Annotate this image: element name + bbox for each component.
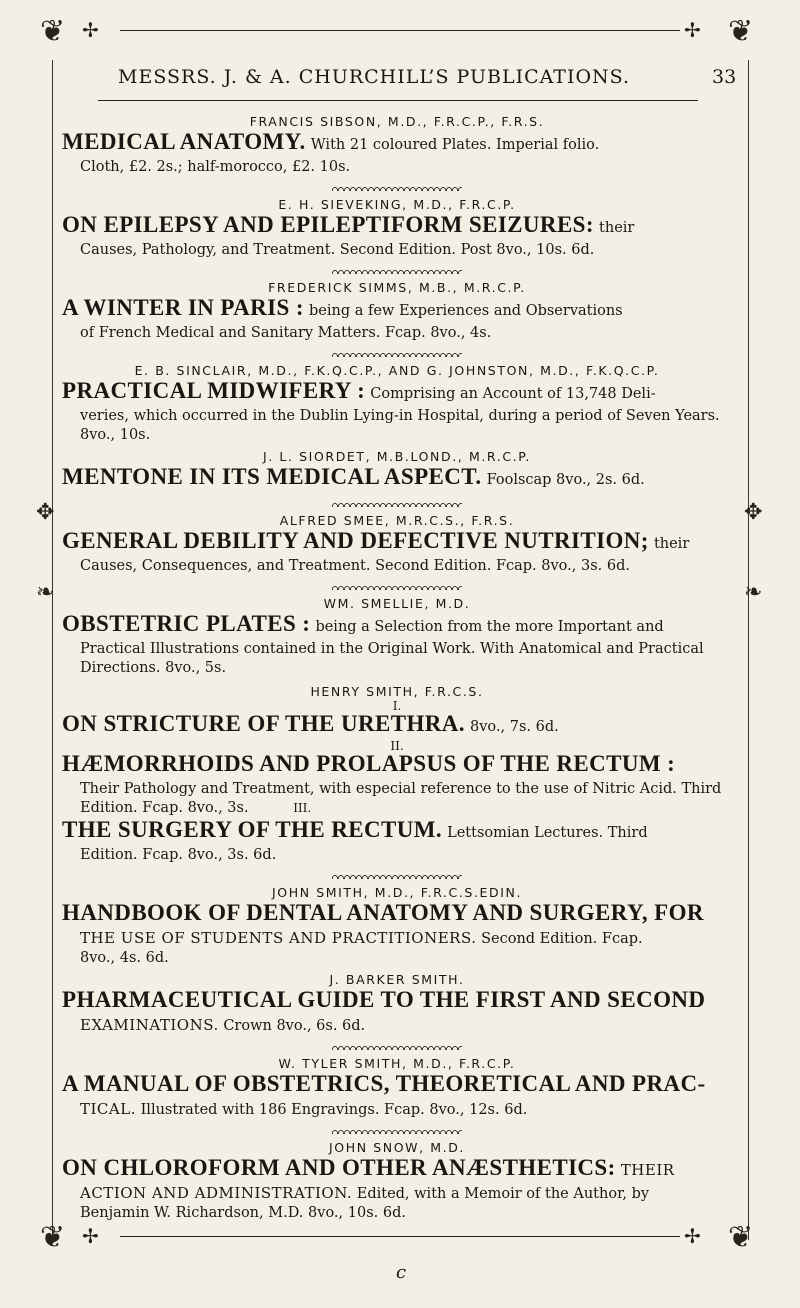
entry-title: ON CHLOROFORM AND OTHER ANÆSTHETICS: xyxy=(62,1155,616,1180)
entry-description: veries, which occurred in the Dublin Lying-in Hospital, during a period of Seven Years. xyxy=(80,408,720,424)
entry-title-rest: being a Selection from the more Important and xyxy=(315,619,664,635)
flourish-icon: ✢ xyxy=(82,18,99,42)
catalogue-entries xyxy=(62,108,732,1223)
wavy-divider xyxy=(332,268,462,274)
wavy-divider xyxy=(332,501,462,507)
entry-description: Causes, Consequences, and Treatment. Second Edition. Fcap. 8vo., 3s. 6d. xyxy=(80,558,630,574)
entry-author: WM. SMELLIE, M.D. xyxy=(323,596,471,611)
entry-author: ALFRED SMEE, M.R.C.S., F.R.S. xyxy=(279,513,515,528)
entry-description-caps: EXAMINATIONS. xyxy=(80,1016,219,1034)
entry-description: Second Edition. Fcap. xyxy=(481,931,643,947)
entry-title-rest: THEIR xyxy=(620,1161,675,1179)
side-ornament-icon: ❧ xyxy=(36,580,55,605)
entry-title: PRACTICAL MIDWIFERY : xyxy=(62,378,366,403)
entry-title-rest: 8vo., 7s. 6d. xyxy=(470,719,559,735)
wavy-divider xyxy=(332,873,462,879)
entry-title: OBSTETRIC PLATES : xyxy=(62,611,311,636)
list-item xyxy=(62,449,732,507)
entry-title-rest: Comprising an Account of 13,748 Deli- xyxy=(370,386,656,402)
entry-description: Causes, Pathology, and Treatment. Second Edition. Post 8vo., 10s. 6d. xyxy=(80,242,595,258)
entry-description-cont: 8vo., 4s. 6d. xyxy=(80,950,169,966)
list-item xyxy=(62,1140,732,1223)
entry-description: Illustrated with 186 Engravings. Fcap. 8vo., 12s. 6d. xyxy=(140,1102,528,1118)
signature-mark: c xyxy=(396,1262,407,1283)
flourish-icon: ✢ xyxy=(684,18,701,42)
entry-author: W. TYLER SMITH, M.D., F.R.C.P. xyxy=(278,1056,516,1071)
side-ornament-icon: ✥ xyxy=(36,500,55,525)
entry-description: Edition. Fcap. 8vo., 3s. 6d. xyxy=(80,847,277,863)
list-item xyxy=(62,280,732,357)
side-ornament-icon: ✥ xyxy=(744,500,763,525)
entry-title-rest: Foolscap 8vo., 2s. 6d. xyxy=(486,472,645,488)
entry-author: HENRY SMITH, F.R.C.S. xyxy=(310,684,484,699)
wavy-divider xyxy=(332,1044,462,1050)
entry-title: A MANUAL OF OBSTETRICS, THEORETICAL AND PRAC- xyxy=(62,1071,706,1096)
wavy-divider xyxy=(332,351,462,357)
entry-description-cont: Benjamin W. Richardson, M.D. 8vo., 10s. 6d. xyxy=(80,1205,406,1221)
list-item xyxy=(62,114,732,191)
list-item xyxy=(62,885,732,968)
entry-title-rest: being a few Experiences and Observations xyxy=(309,303,623,319)
flourish-icon: ✢ xyxy=(82,1224,99,1248)
corner-ornament-icon: ❦ xyxy=(728,1220,754,1255)
corner-ornament-icon: ❦ xyxy=(728,14,754,49)
list-item xyxy=(62,684,732,879)
entry-title: THE SURGERY OF THE RECTUM. xyxy=(62,817,442,842)
entry-title-rest: their xyxy=(653,536,690,552)
entry-author: JOHN SNOW, M.D. xyxy=(328,1140,466,1155)
entry-author: J. L. SIORDET, M.B.LOND., M.R.C.P. xyxy=(263,449,531,464)
list-item xyxy=(62,513,732,590)
left-border-line xyxy=(52,60,53,1240)
entry-description-caps: TICAL. xyxy=(80,1100,136,1118)
volume-numeral: I. xyxy=(392,699,402,713)
entry-description: Their Pathology and Treatment, with especial reference to the use of Nitric Acid. Third xyxy=(80,781,722,797)
entry-description-cont: 8vo., 10s. xyxy=(80,427,151,443)
header-rule xyxy=(98,100,698,101)
entry-description-cont: Directions. 8vo., 5s. xyxy=(80,660,227,676)
entry-author: E. H. SIEVEKING, M.D., F.R.C.P. xyxy=(278,197,516,212)
side-ornament-icon: ❧ xyxy=(744,580,763,605)
entry-author: J. BARKER SMITH. xyxy=(329,972,465,987)
entry-title-rest: their xyxy=(599,220,635,236)
entry-description: Crown 8vo., 6s. 6d. xyxy=(223,1018,366,1034)
entry-title-rest: Lettsomian Lectures. Third xyxy=(447,825,648,841)
volume-numeral: II. xyxy=(390,739,404,753)
entry-description-caps: ACTION AND ADMINISTRATION. xyxy=(80,1184,353,1202)
entry-title: ON EPILEPSY AND EPILEPTIFORM SEIZURES: xyxy=(62,212,594,237)
entry-description: of French Medical and Sanitary Matters. Fcap. 8vo., 4s. xyxy=(80,325,492,341)
entry-description-cont: Edition. Fcap. 8vo., 3s. III. xyxy=(80,800,312,816)
list-item xyxy=(62,1056,732,1134)
entry-description: Cloth, £2. 2s.; half-morocco, £2. 10s. xyxy=(80,159,351,175)
entry-title: A WINTER IN PARIS : xyxy=(62,295,304,320)
entry-title: HANDBOOK OF DENTAL ANATOMY AND SURGERY, FOR xyxy=(62,900,704,925)
entry-title: MEDICAL ANATOMY. xyxy=(62,129,306,154)
entry-title-rest: With 21 coloured Plates. Imperial folio. xyxy=(310,137,600,153)
running-header: MESSRS. J. & A. CHURCHILL’S PUBLICATIONS. xyxy=(118,66,631,88)
list-item xyxy=(62,972,732,1050)
entry-author: FREDERICK SIMMS, M.B., M.R.C.P. xyxy=(268,280,526,295)
list-item xyxy=(62,596,732,678)
entry-description-caps: THE USE OF STUDENTS AND PRACTITIONERS. xyxy=(80,929,477,947)
wavy-divider xyxy=(332,584,462,590)
wavy-divider xyxy=(332,185,462,191)
top-ornament-rule xyxy=(120,30,680,31)
entry-title: GENERAL DEBILITY AND DEFECTIVE NUTRITION; xyxy=(62,528,649,553)
corner-ornament-icon: ❦ xyxy=(40,14,66,49)
entry-author: FRANCIS SIBSON, M.D., F.R.C.P., F.R.S. xyxy=(249,114,545,129)
entry-title: HÆMORRHOIDS AND PROLAPSUS OF THE RECTUM : xyxy=(62,751,676,776)
entry-title: MENTONE IN ITS MEDICAL ASPECT. xyxy=(62,464,482,489)
list-item xyxy=(62,363,732,445)
right-border-line xyxy=(748,60,749,1240)
flourish-icon: ✢ xyxy=(684,1224,701,1248)
entry-description: Practical Illustrations contained in the Original Work. With Anatomical and Practical xyxy=(80,641,704,657)
volume-numeral: III. xyxy=(293,801,312,815)
entry-description: Edited, with a Memoir of the Author, by xyxy=(356,1186,650,1202)
entry-author: JOHN SMITH, M.D., F.R.C.S.EDIN. xyxy=(271,885,523,900)
corner-ornament-icon: ❦ xyxy=(40,1220,66,1255)
wavy-divider xyxy=(332,1128,462,1134)
page-number: 33 xyxy=(712,66,737,88)
entry-title: PHARMACEUTICAL GUIDE TO THE FIRST AND SECOND xyxy=(62,987,706,1012)
entry-title: ON STRICTURE OF THE URETHRA. xyxy=(62,711,465,736)
bottom-ornament-rule xyxy=(120,1236,680,1237)
entry-author: E. B. SINCLAIR, M.D., F.K.Q.C.P., AND G. JOHNSTON, M.D., F.K.Q.C.P. xyxy=(134,363,660,378)
list-item xyxy=(62,197,732,274)
